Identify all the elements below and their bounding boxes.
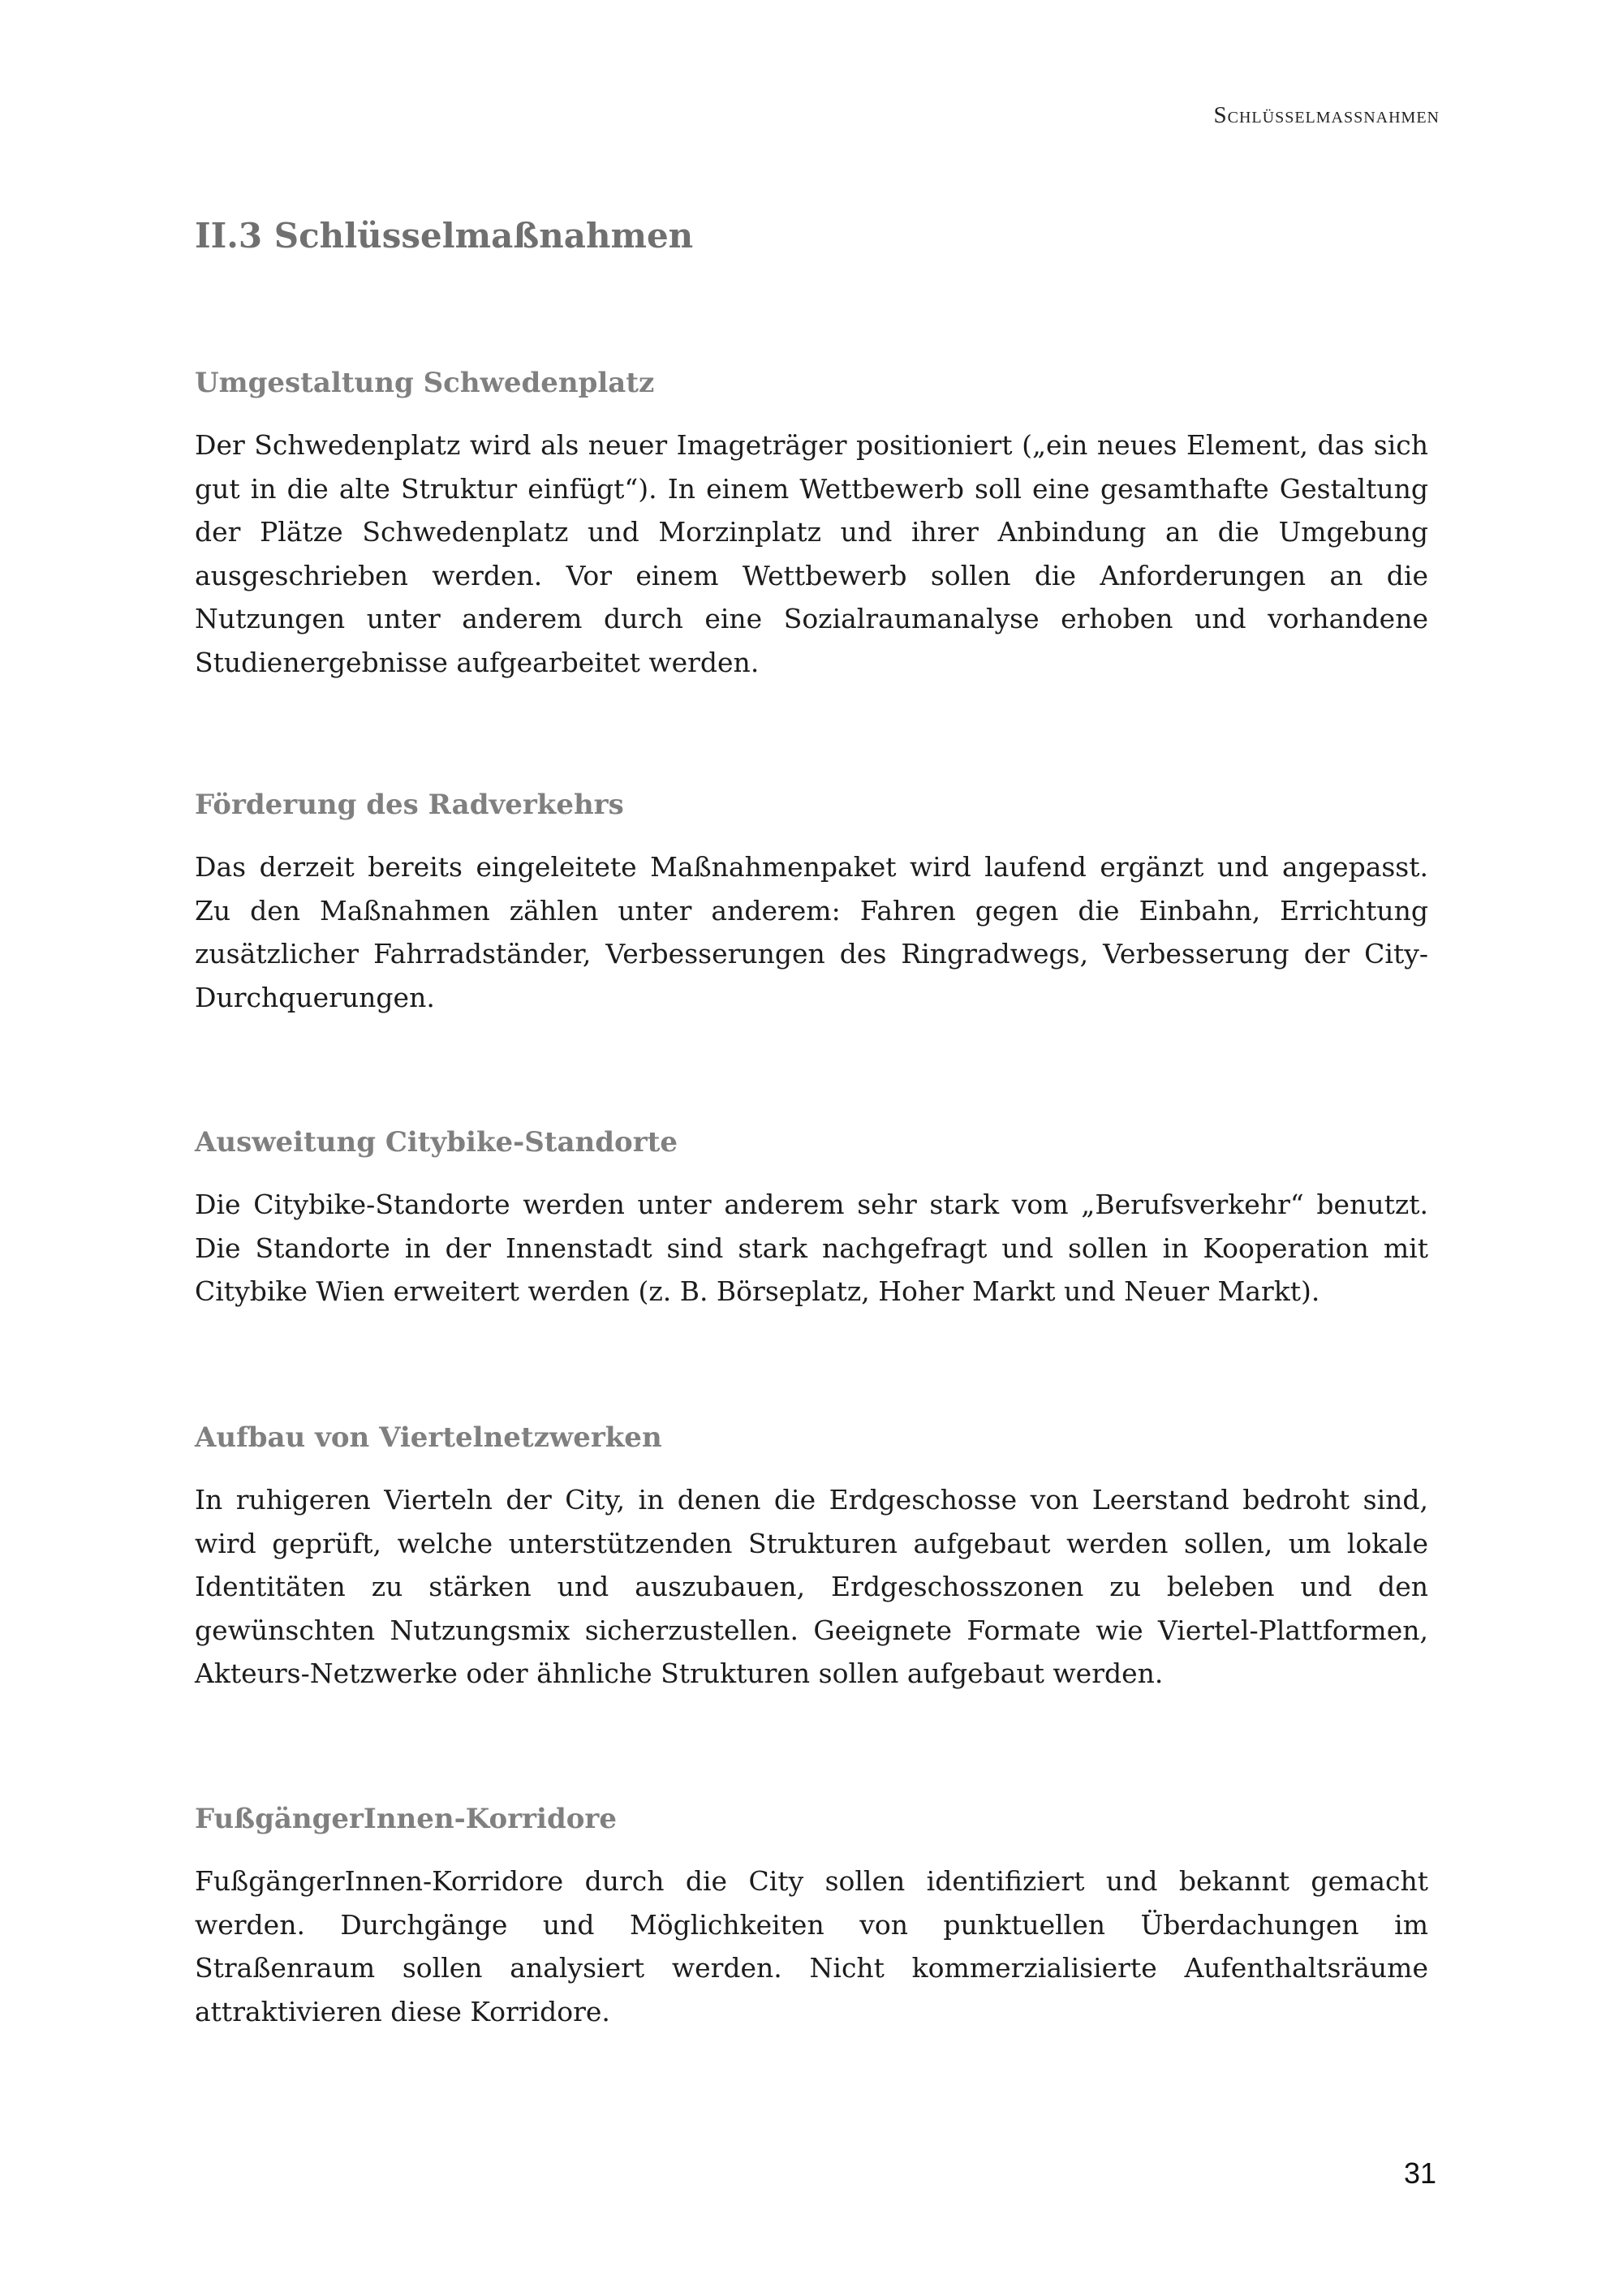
section-body: Das derzeit bereits eingeleitete Maßnahmenpaket wird laufend ergänzt und angepasst. Zu den Maßnahmen zählen unter anderem: Fahren gegen die Einbahn, Errichtung zusätzlicher Fahrradständer, Verbesserungen des Ringradwegs, Verbesserung der City-Durchquerungen. xyxy=(195,851,1428,1013)
section-title: Ausweitung Citybike-Standorte xyxy=(195,1126,678,1159)
section-body: Der Schwedenplatz wird als neuer Imageträger positioniert („ein neues Element, das sich gut in die alte Struktur einfügt“). In einem Wettbewerb soll eine gesamthafte Gestaltung der Plätze Schwedenplatz und Morzinplatz und ihrer Anbindung an die Umgebung ausgeschrieben werden. Vor einem Wettbewerb sollen die Anforderungen an die Nutzungen unter anderem durch eine Sozialraumanalyse erhoben und vorhandene Studienergebnisse aufgearbeitet werden. xyxy=(195,429,1428,678)
section-title: Aufbau von Viertelnetzwerken xyxy=(195,1421,662,1454)
section-title: Förderung des Radverkehrs xyxy=(195,789,624,821)
section-title: FußgängerInnen-Korridore xyxy=(195,1803,617,1835)
section-body: FußgängerInnen-Korridore durch die City sollen identifiziert und bekannt gemacht werden. Durchgänge und Möglichkeiten von punktuellen Überdachungen im Straßenraum sollen analysiert werden. Nicht kommerzialisierte Aufenthaltsräume attraktivieren diese Korridore. xyxy=(195,1865,1428,2027)
section-foerderung-radverkehr xyxy=(195,789,1428,1019)
section-ausweitung-citybike xyxy=(195,1126,1428,1314)
section-fussgaenger-korridore xyxy=(195,1803,1428,2033)
section-viertelnetzwerke xyxy=(195,1421,1428,1696)
page-number: 31 xyxy=(1403,2156,1436,2190)
section-body: Die Citybike-Standorte werden unter anderem sehr stark vom „Berufsverkehr“ benutzt. Die Standorte in der Innenstadt sind stark nachgefragt und sollen in Kooperation mit Citybike Wien erweitert werden (z. B. Börseplatz, Hoher Markt und Neuer Markt). xyxy=(195,1189,1428,1307)
section-umgestaltung-schwedenplatz xyxy=(195,367,1428,684)
section-title: Umgestaltung Schwedenplatz xyxy=(195,367,655,399)
chapter-title: II.3 Schlüsselmaßnahmen xyxy=(195,216,694,256)
running-header: Schlüsselmassnahmen xyxy=(1213,102,1440,128)
section-body: In ruhigeren Vierteln der City, in denen die Erdgeschosse von Leerstand bedroht sind, wird geprüft, welche unterstützenden Strukturen aufgebaut werden sollen, um lokale Identitäten zu stärken und auszubauen, Erdgeschosszonen zu beleben und den gewünschten Nutzungsmix sicherzustellen. Geeignete Formate wie Viertel-Plattformen, Akteurs-Netzwerke oder ähnliche Strukturen sollen aufgebaut werden. xyxy=(195,1484,1428,1689)
